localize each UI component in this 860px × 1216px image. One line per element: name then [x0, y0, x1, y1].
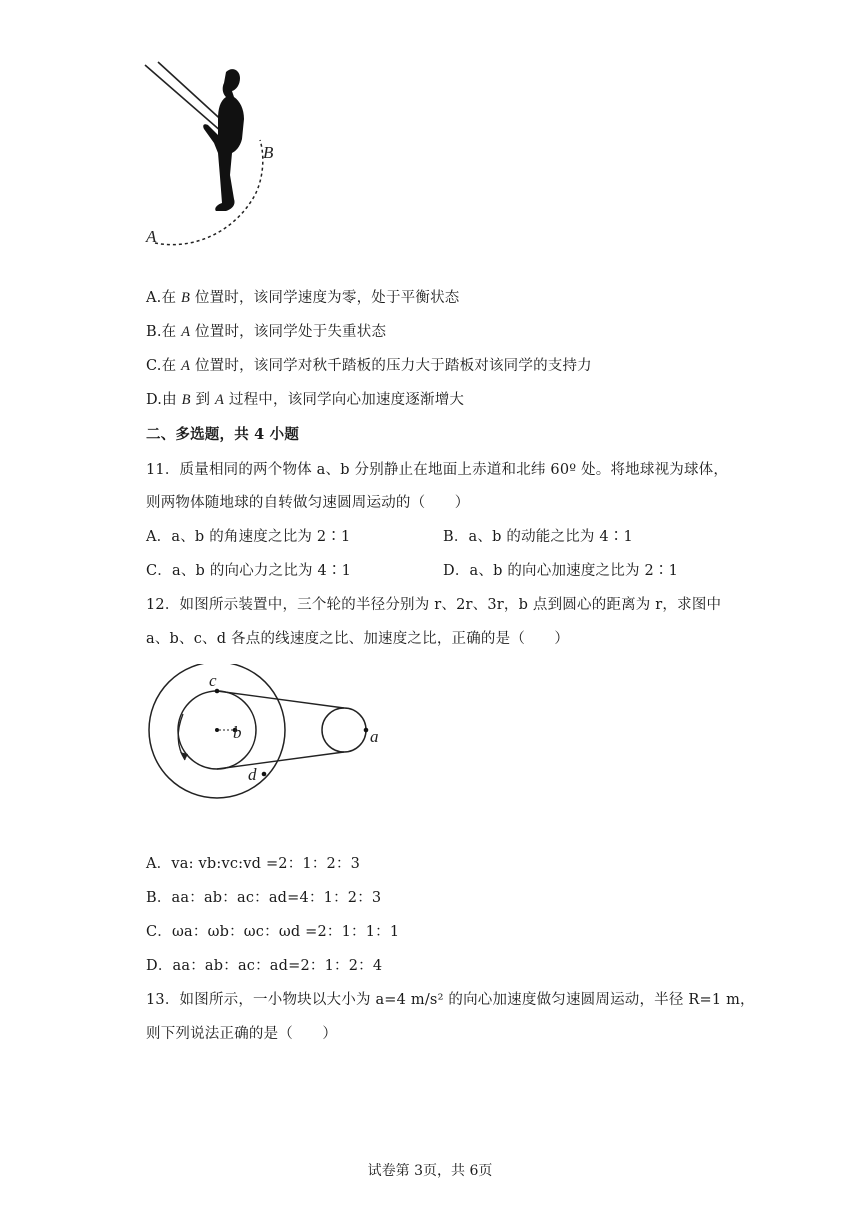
- q12-stem-line2: a、b、c、d 各点的线速度之比、加速度之比，正确的是（ ）: [146, 631, 570, 647]
- label-a: a: [370, 727, 379, 746]
- q12-option-a: A．va: vb:vc:vd =2：1：2：3: [146, 856, 361, 872]
- q10-option-c: C.在 A 位置时，该同学对秋千踏板的压力大于踏板对该同学的支持力: [146, 358, 592, 374]
- page-footer: 试卷第 3页，共 6页: [367, 1163, 493, 1179]
- label-A: A: [146, 227, 157, 246]
- q11-stem-line2: 则两物体随地球的自转做匀速圆周运动的（ ）: [146, 495, 470, 511]
- point-a: [364, 728, 369, 733]
- label-b: b: [233, 723, 242, 742]
- swing-arc: [155, 140, 263, 245]
- q12-stem-line1: 12．如图所示装置中，三个轮的半径分别为 r、2r、3r，b 点到圆心的距离为 r，求图中: [146, 597, 722, 613]
- q11-option-a: A．a、b 的角速度之比为 2∶1: [146, 529, 351, 545]
- label-B: B: [263, 143, 274, 162]
- q12-option-b: B．aa：ab：ac：ad=4：1：2：3: [146, 890, 382, 906]
- swing-figure: [130, 60, 290, 250]
- point-d: [262, 772, 267, 777]
- q10-option-b: B.在 A 位置时，该同学处于失重状态: [146, 324, 387, 340]
- q11-option-c: C．a、b 的向心力之比为 4∶1: [146, 563, 352, 579]
- q13-stem-line2: 则下列说法正确的是（ ）: [146, 1026, 338, 1042]
- q11-option-b: B．a、b 的动能之比为 4∶1: [443, 529, 633, 545]
- q12-option-c: C．ωa：ωb：ωc：ωd =2：1：1：1: [146, 924, 400, 940]
- person-silhouette: [203, 69, 244, 211]
- q10-option-a: A.在 B 位置时，该同学速度为零，处于平衡状态: [146, 290, 460, 306]
- label-d: d: [248, 765, 257, 784]
- q11-stem-line1: 11．质量相同的两个物体 a、b 分别静止在地面上赤道和北纬 60º 处。将地球视为球体，: [146, 462, 729, 478]
- q11-option-d: D．a、b 的向心加速度之比为 2∶1: [443, 563, 679, 579]
- small-wheel: [322, 708, 366, 752]
- wheel-figure: [140, 664, 390, 804]
- q12-option-d: D．aa：ab：ac：ad=2：1：2：4: [146, 958, 383, 974]
- section-heading: 二、多选题，共 4 小题: [146, 426, 300, 443]
- q13-stem-line1: 13．如图所示，一小物块以大小为 a=4 m/s² 的向心加速度做匀速圆周运动，半径 R=1 m，: [146, 992, 755, 1008]
- label-c: c: [209, 671, 217, 690]
- q10-option-d: D.由 B 到 A 过程中，该同学向心加速度逐渐增大: [146, 392, 465, 408]
